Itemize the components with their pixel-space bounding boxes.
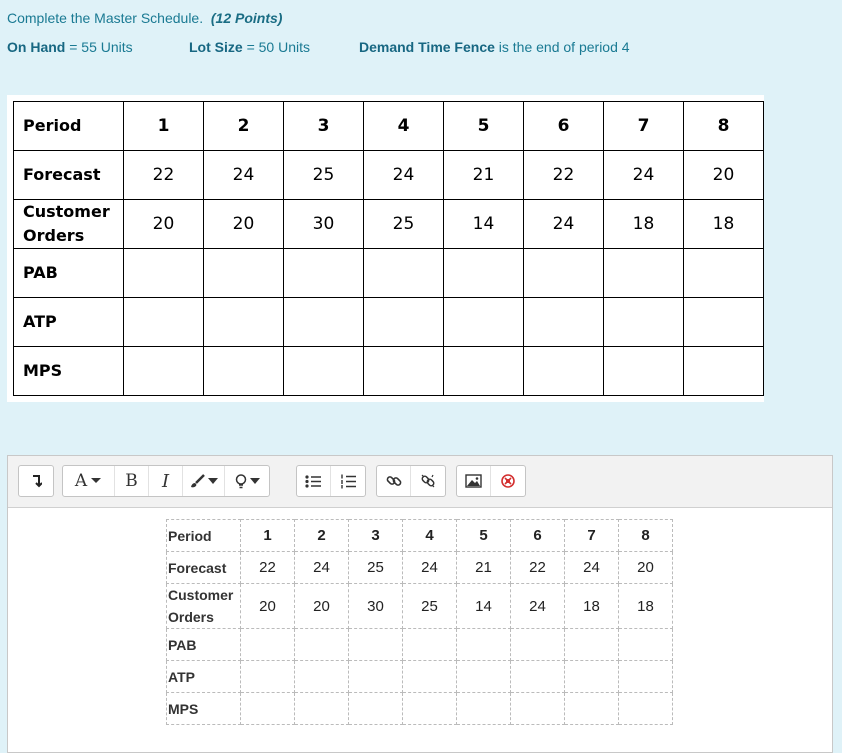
question-title [7,10,282,26]
toolbar-group-media [456,465,526,497]
toolbar-group-expand [18,465,54,497]
toolbar-group-format [62,465,270,497]
forecast-cell: 20 [684,151,764,200]
row-label: Forecast [14,151,124,200]
row-label: Customer Orders [14,200,124,249]
demand-fence-info [359,39,630,55]
orders-cell: 30 [284,200,364,249]
period-cell: 3 [284,102,364,151]
atp-cell[interactable] [403,661,457,693]
lightbulb-icon [235,474,247,489]
atp-cell[interactable] [619,661,673,693]
expand-toolbar-button[interactable] [19,466,53,496]
rich-text-editor [7,455,833,753]
highlight-button[interactable] [225,466,269,496]
mps-cell[interactable] [565,693,619,725]
chevron-down-icon [208,478,218,485]
on-hand-value: = 55 Units [69,39,133,55]
period-cell[interactable]: 6 [511,520,565,552]
link-button[interactable] [377,466,411,496]
table-row [14,151,764,200]
lot-size-info [189,39,310,55]
period-cell: 5 [444,102,524,151]
bold-button[interactable] [115,466,149,496]
pab-cell[interactable] [241,629,295,661]
orders-cell: 14 [444,200,524,249]
bold-icon: B [125,471,138,491]
toolbar-group-lists [296,465,366,497]
table-row [14,347,764,396]
font-style-button[interactable] [63,466,115,496]
table-row [167,693,673,725]
row-label: Period [14,102,124,151]
orders-cell: 25 [364,200,444,249]
on-hand-label: On Hand [7,39,66,55]
atp-cell[interactable] [457,661,511,693]
demand-fence-value: is the end of period 4 [498,39,630,55]
forecast-cell: 24 [604,151,684,200]
mps-cell[interactable] [295,693,349,725]
bullet-list-button[interactable] [297,466,331,496]
period-cell[interactable]: 3 [349,520,403,552]
italic-icon: I [161,470,170,492]
forecast-cell: 22 [524,151,604,200]
mps-cell[interactable] [619,693,673,725]
table-row [14,200,764,249]
forecast-cell[interactable]: 24 [403,552,457,584]
mps-cell[interactable] [349,693,403,725]
italic-button[interactable] [149,466,183,496]
row-label: Period [167,520,241,552]
table-row [14,298,764,347]
period-cell[interactable]: 8 [619,520,673,552]
period-cell: 4 [364,102,444,151]
orders-cell[interactable]: 24 [511,584,565,629]
orders-cell: 24 [524,200,604,249]
period-cell: 7 [604,102,684,151]
atp-cell[interactable] [349,661,403,693]
table-row [167,629,673,661]
forecast-cell[interactable]: 24 [295,552,349,584]
link-icon [386,473,402,489]
forecast-cell[interactable]: 24 [565,552,619,584]
period-cell[interactable]: 4 [403,520,457,552]
pab-cell[interactable] [457,629,511,661]
bullet-list-icon [305,475,322,488]
pab-cell[interactable] [295,629,349,661]
period-cell[interactable]: 2 [295,520,349,552]
forecast-cell: 22 [124,151,204,200]
brush-icon [190,474,206,488]
forecast-cell: 25 [284,151,364,200]
row-label: MPS [14,347,124,396]
editor-toolbar [8,456,832,508]
forecast-cell[interactable]: 22 [241,552,295,584]
editor-content-area[interactable] [8,508,832,752]
question-points: (12 Points) [210,10,283,26]
pab-cell[interactable] [565,629,619,661]
numbered-list-icon [340,474,357,489]
forecast-cell[interactable]: 20 [619,552,673,584]
media-icon [500,473,516,489]
mps-cell[interactable] [457,693,511,725]
font-icon: A [74,471,88,491]
lot-size-value: = 50 Units [246,39,310,55]
row-label: MPS [167,693,241,725]
orders-cell[interactable]: 18 [619,584,673,629]
orders-cell: 18 [684,200,764,249]
table-row [167,584,673,629]
atp-cell[interactable] [241,661,295,693]
period-cell: 8 [684,102,764,151]
orders-cell: 20 [124,200,204,249]
row-label: ATP [14,298,124,347]
schedule-image [7,95,764,402]
unlink-icon [420,473,436,489]
forecast-cell[interactable]: 22 [511,552,565,584]
text-color-button[interactable] [183,466,225,496]
orders-cell: 18 [604,200,684,249]
period-cell[interactable]: 7 [565,520,619,552]
question-text: Complete the Master Schedule. [7,10,204,26]
period-cell[interactable]: 1 [241,520,295,552]
row-label: PAB [167,629,241,661]
orders-cell[interactable]: 20 [241,584,295,629]
toolbar-group-links [376,465,446,497]
expand-icon [30,474,42,488]
demand-fence-label: Demand Time Fence [359,39,495,55]
unlink-button[interactable] [411,466,445,496]
table-row [14,102,764,151]
orders-cell[interactable]: 14 [457,584,511,629]
mps-cell[interactable] [241,693,295,725]
on-hand-info [7,39,133,55]
forecast-cell: 24 [364,151,444,200]
atp-cell[interactable] [511,661,565,693]
row-label: Forecast [167,552,241,584]
pab-cell[interactable] [511,629,565,661]
orders-cell[interactable]: 18 [565,584,619,629]
row-label: Customer Orders [167,584,241,629]
orders-cell[interactable]: 30 [349,584,403,629]
orders-cell: 20 [204,200,284,249]
forecast-cell: 21 [444,151,524,200]
table-row [167,552,673,584]
pab-cell[interactable] [403,629,457,661]
forecast-cell[interactable]: 25 [349,552,403,584]
lot-size-label: Lot Size [189,39,243,55]
period-cell: 2 [204,102,284,151]
mps-cell[interactable] [511,693,565,725]
atp-cell[interactable] [565,661,619,693]
table-row [167,520,673,552]
table-row [167,661,673,693]
period-cell: 1 [124,102,204,151]
pab-cell[interactable] [619,629,673,661]
period-cell[interactable]: 5 [457,520,511,552]
orders-cell[interactable]: 20 [295,584,349,629]
mps-cell[interactable] [403,693,457,725]
chevron-down-icon [250,478,260,485]
schedule-image-table [13,101,764,396]
forecast-cell[interactable]: 21 [457,552,511,584]
forecast-cell: 24 [204,151,284,200]
numbered-list-button[interactable] [331,466,365,496]
insert-media-button[interactable] [491,466,525,496]
table-row [14,249,764,298]
insert-image-button[interactable] [457,466,491,496]
orders-cell[interactable]: 25 [403,584,457,629]
atp-cell[interactable] [295,661,349,693]
image-icon [465,474,482,488]
row-label: PAB [14,249,124,298]
chevron-down-icon [90,477,102,485]
pab-cell[interactable] [349,629,403,661]
row-label: ATP [167,661,241,693]
answer-table[interactable] [166,519,673,725]
period-cell: 6 [524,102,604,151]
